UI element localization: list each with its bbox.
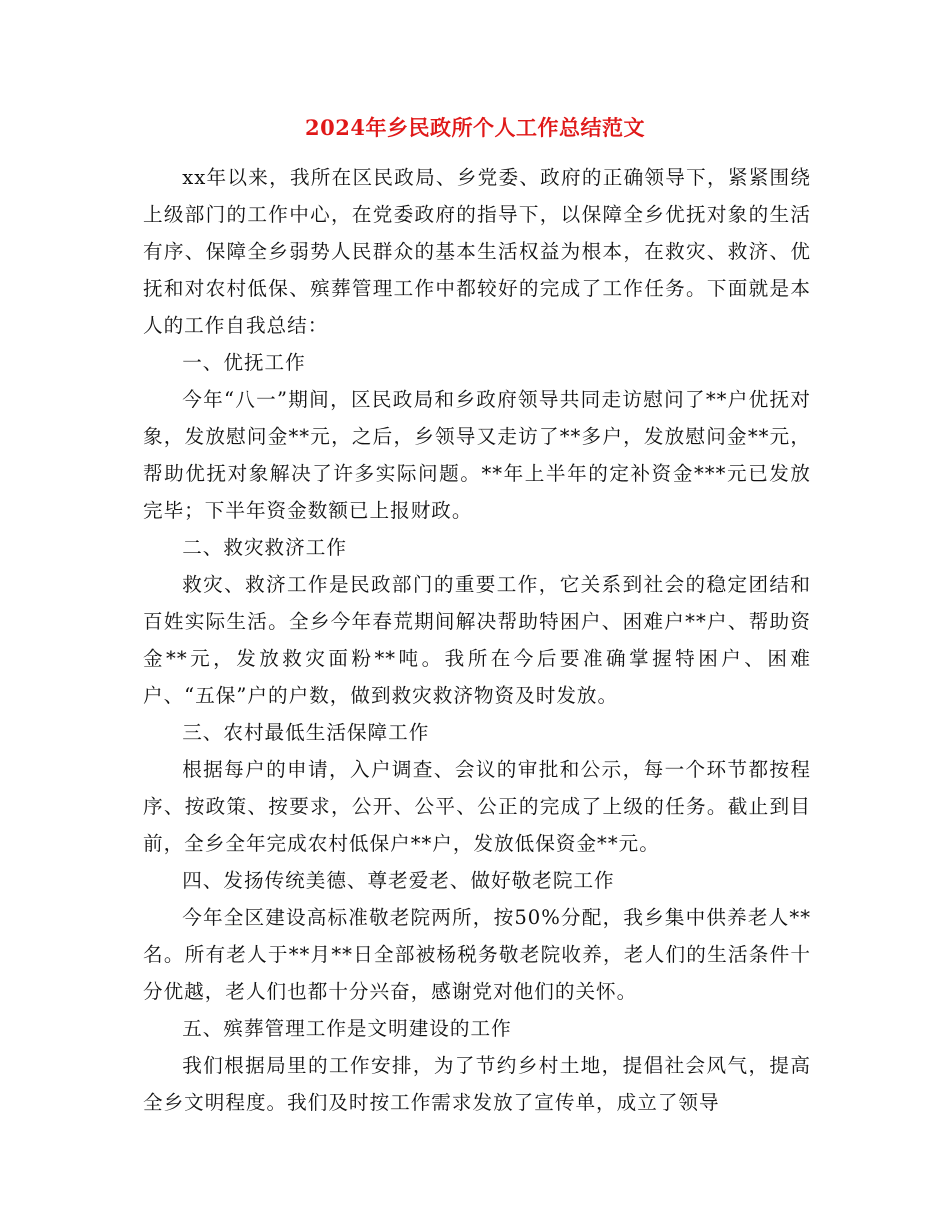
document-body	[143, 159, 811, 1121]
section-1-heading: 一、优抚工作	[182, 351, 306, 374]
document-title: 2024年乡民政所个人工作总结范文	[305, 115, 645, 140]
intro-paragraph: xx年以来，我所在区民政局、乡党委、政府的正确领导下，紧紧围绕上级部门的工作中心，在党委政府的指导下，以保障全乡优抚对象的生活有序、保障全乡弱势人民群众的基本生活权益为根本，在救灾、救济、优抚和对农村低保、殡葬管理工作中都较好的完成了工作任务。下面就是本人的工作自我总结：	[143, 166, 811, 337]
section-2-heading: 二、救灾救济工作	[182, 536, 347, 559]
section-4-paragraph: 今年全区建设高标准敬老院两所，按50%分配，我乡集中供养老人**名。所有老人于**月**日全部被杨税务敬老院收养，老人们的生活条件十分优越，老人们也都十分兴奋，感谢党对他们的关怀。	[143, 906, 811, 1003]
section-3-paragraph: 根据每户的申请，入户调查、会议的审批和公示，每一个环节都按程序、按政策、按要求，公开、公平、公正的完成了上级的任务。截止到目前，全乡全年完成农村低保户**户，发放低保资金**元。	[143, 758, 811, 855]
section-5-paragraph: 我们根据局里的工作安排，为了节约乡村土地，提倡社会风气，提高全乡文明程度。我们及时按工作需求发放了宣传单，成立了领导	[143, 1054, 811, 1114]
section-5-heading: 五、殡葬管理工作是文明建设的工作	[182, 1017, 512, 1040]
section-4-heading: 四、发扬传统美德、尊老爱老、做好敬老院工作	[182, 869, 615, 892]
section-3-heading: 三、农村最低生活保障工作	[182, 721, 430, 744]
section-1-paragraph: 今年“八一”期间，区民政局和乡政府领导共同走访慰问了**户优抚对象，发放慰问金**元，之后，乡领导又走访了**多户，发放慰问金**元，帮助优抚对象解决了许多实际问题。**年上半年的定补资金***元已发放完毕；下半年资金数额已上报财政。	[143, 388, 811, 522]
section-2-paragraph: 救灾、救济工作是民政部门的重要工作，它关系到社会的稳定团结和百姓实际生活。全乡今年春荒期间解决帮助特困户、困难户**户、帮助资金**元，发放救灾面粉**吨。我所在今后要准确掌握特困户、困难户、“五保”户的户数，做到救灾救济物资及时发放。	[143, 573, 811, 707]
